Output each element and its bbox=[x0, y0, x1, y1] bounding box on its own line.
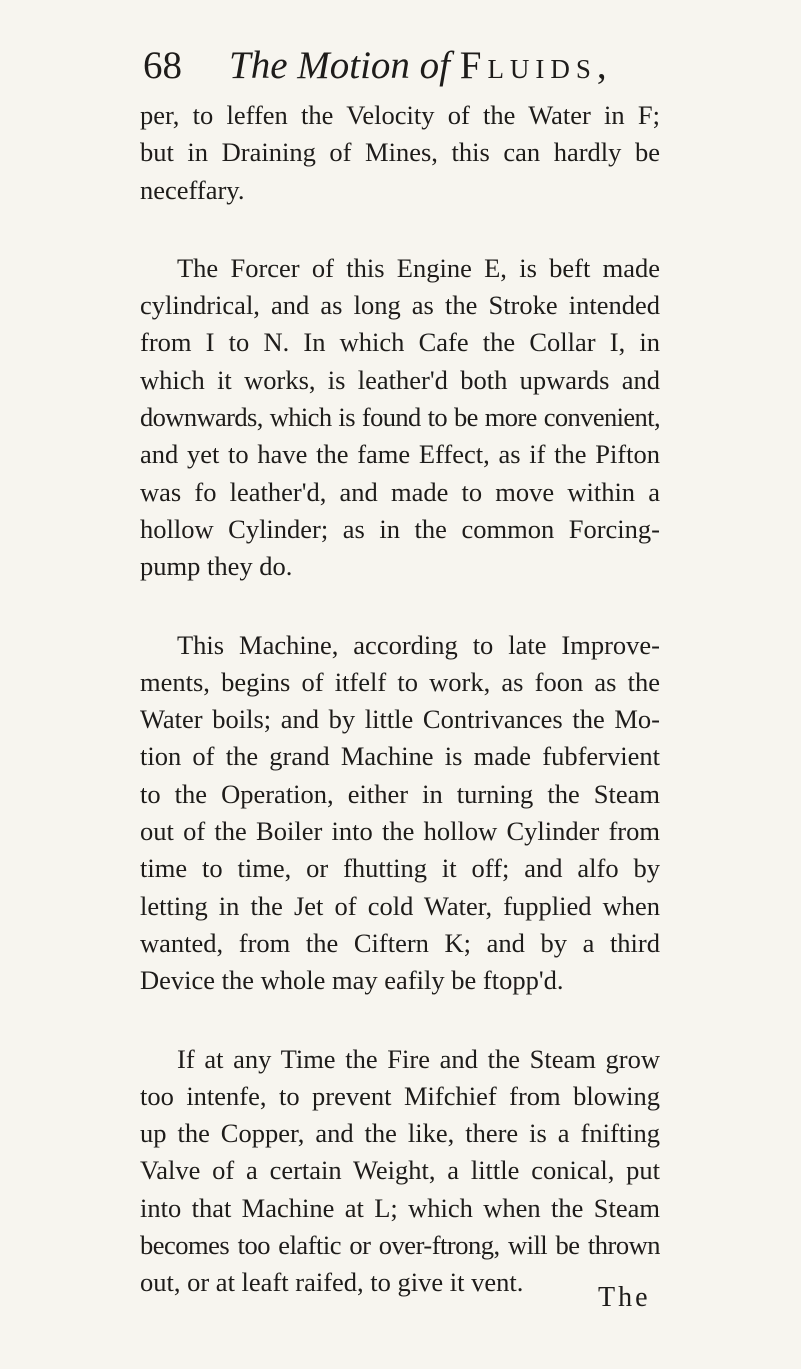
text-line: into that Machine at L; which when the Steam bbox=[140, 1192, 660, 1223]
text-line: up the Copper, and the like, there is a fnifting bbox=[140, 1118, 660, 1149]
text-line: tion of the grand Machine is made fubfervient bbox=[140, 741, 660, 772]
text-line: too intenfe, to prevent Mifchief from blowing bbox=[140, 1080, 660, 1111]
text-line: out of the Boiler into the hollow Cylinder from bbox=[140, 816, 660, 847]
text-line: per, to leffen the Velocity of the Water in F; bbox=[140, 100, 660, 130]
text-line: downwards, which is found to be more convenient, bbox=[140, 402, 660, 433]
text-line: The Forcer of this Engine E, is beft made bbox=[177, 252, 660, 283]
text-line: Valve of a certain Weight, a little conical, put bbox=[140, 1155, 660, 1186]
text-line: becomes too elaftic or over-ftrong, will be thrown bbox=[140, 1230, 660, 1261]
running-head-italic: The Motion of bbox=[229, 44, 450, 87]
text-line: which it works, is leather'd both upwards and bbox=[140, 364, 660, 395]
text-line: but in Draining of Mines, this can hardly be bbox=[140, 137, 660, 168]
text-line: from I to N. In which Cafe the Collar I, in bbox=[140, 327, 660, 358]
text-line: If at any Time the Fire and the Steam grow bbox=[177, 1043, 660, 1074]
page-number: 68 bbox=[143, 44, 182, 87]
running-head bbox=[229, 40, 613, 92]
text-line: cylindrical, and as long as the Stroke intended bbox=[140, 290, 660, 321]
text-line: letting in the Jet of cold Water, fupplied when bbox=[140, 890, 660, 921]
text-line: This Machine, according to late Improve- bbox=[177, 629, 660, 660]
body-text bbox=[140, 97, 660, 1302]
paragraph bbox=[140, 1041, 660, 1302]
text-line: wanted, from the Ciftern K; and by a third bbox=[140, 927, 660, 958]
text-line: to the Operation, either in turning the Steam bbox=[140, 778, 660, 809]
paragraph bbox=[140, 250, 660, 586]
paragraph bbox=[140, 627, 660, 1000]
text-line: out, or at leaft raifed, to give it vent. bbox=[140, 1267, 524, 1298]
text-line: hollow Cylinder; as in the common Forcing- bbox=[140, 513, 660, 544]
text-line: pump they do. bbox=[140, 551, 293, 582]
text-line: neceffary. bbox=[140, 174, 245, 205]
catchword: The bbox=[598, 1282, 651, 1313]
text-line: ments, begins of itfelf to work, as foon as the bbox=[140, 666, 660, 697]
text-line: was fo leather'd, and made to move within a bbox=[140, 476, 660, 507]
text-line: Device the whole may eafily be ftopp'd. bbox=[140, 965, 564, 996]
text-line: Water boils; and by little Contrivances the Mo- bbox=[140, 704, 660, 735]
paragraph bbox=[140, 97, 660, 209]
text-line: time to time, or fhutting it off; and alfo by bbox=[140, 853, 660, 884]
page-header bbox=[143, 40, 663, 100]
text-line: and yet to have the fame Effect, as if the Pifton bbox=[140, 439, 660, 470]
running-head-caps: Fluids, bbox=[459, 44, 613, 87]
